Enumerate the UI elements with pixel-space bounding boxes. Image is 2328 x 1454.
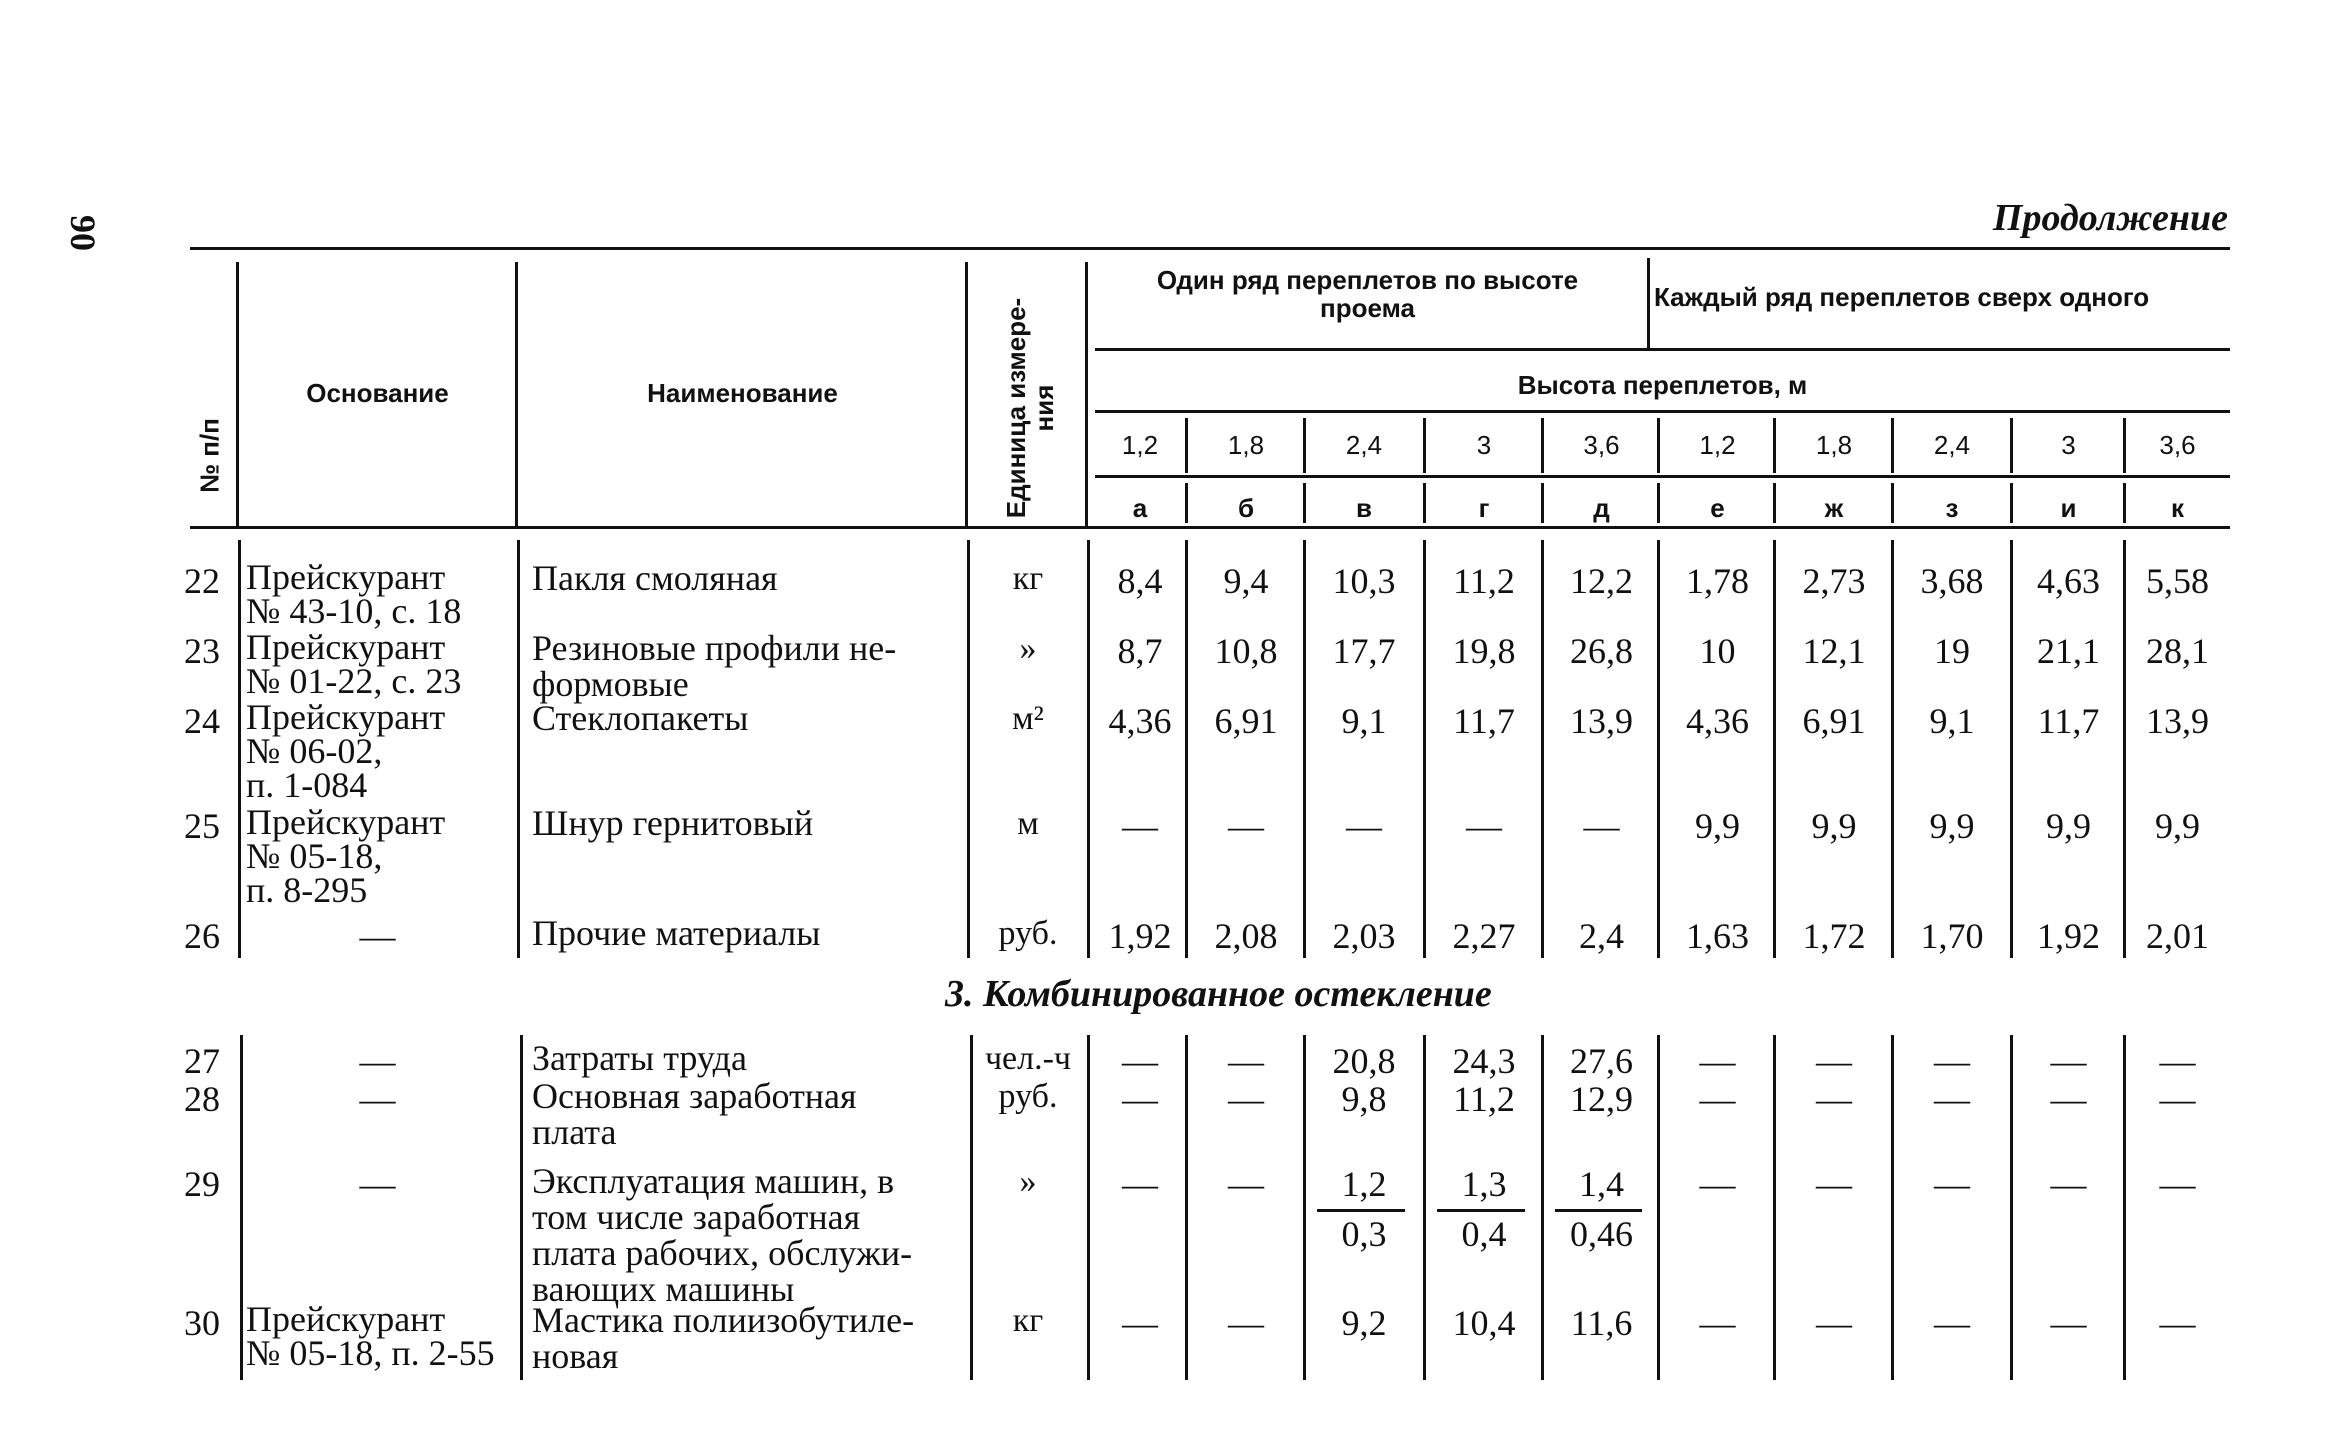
value-cell: 19	[1934, 631, 1970, 671]
continuation-label: Продолжение	[1992, 197, 2228, 239]
unit-cell: чел.-ч	[984, 1040, 1072, 1077]
basis-cell: —	[359, 1041, 396, 1081]
value-cell: 4,63	[2037, 561, 2100, 601]
value-cell: 17,7	[1332, 631, 1396, 671]
value-divider	[2123, 540, 2126, 958]
row-number: 25	[184, 806, 220, 846]
column-letter: з	[1945, 493, 1959, 523]
value-cell: —	[2159, 1079, 2196, 1119]
value-cell: 1,70	[1920, 916, 1984, 956]
value-cell: —	[1228, 1164, 1264, 1204]
header-divider	[236, 262, 239, 527]
group-underline	[1095, 348, 2230, 351]
height-value: 1,8	[1815, 430, 1853, 460]
basis-cell: Прейскурант № 05-18, п. 2-55	[246, 1299, 495, 1373]
value-divider	[2010, 540, 2013, 958]
fraction-bar	[1437, 1209, 1525, 1212]
value-cell: —	[1583, 806, 1620, 846]
height-value: 1,2	[1699, 430, 1736, 460]
letter-divider	[1423, 483, 1426, 523]
letter-divider	[2123, 483, 2126, 523]
column-letter: ж	[1824, 493, 1844, 523]
column-letter: д	[1593, 493, 1610, 523]
height-divider	[1657, 418, 1660, 473]
value-divider	[1541, 540, 1544, 958]
body-divider	[967, 540, 970, 958]
height-divider	[1541, 418, 1544, 473]
value-cell: —	[1122, 1079, 1158, 1119]
value-cell: —	[1122, 806, 1158, 846]
value-cell: 19,8	[1452, 631, 1516, 671]
unit-cell: »	[1019, 630, 1037, 667]
value-cell: 1,92	[1108, 916, 1172, 956]
header-bottom-rule	[190, 526, 2230, 529]
height-divider	[1185, 418, 1188, 473]
height-value: 2,4	[1345, 430, 1383, 460]
value-cell: —	[1816, 1079, 1852, 1119]
height-divider	[1303, 418, 1306, 473]
group1-header	[1090, 266, 1645, 322]
header-divider	[1085, 262, 1088, 527]
height-divider	[1423, 418, 1426, 473]
column-letter: в	[1356, 493, 1372, 523]
basis-cell: Прейскурант № 06-02, п. 1-084	[246, 697, 446, 805]
header-divider	[515, 262, 518, 527]
column-letter: и	[2060, 493, 2077, 523]
height-label: Высота переплетов, м	[1517, 370, 1808, 400]
value-cell: 1,63	[1686, 916, 1749, 956]
unit-cell: руб.	[998, 915, 1058, 952]
value-cell: 3,68	[1920, 561, 1984, 601]
height-divider	[1773, 418, 1776, 473]
value-cell: 12,9	[1570, 1079, 1633, 1119]
value-cell: 11,6	[1570, 1303, 1633, 1343]
height-divider	[2010, 418, 2013, 473]
row-number: 30	[184, 1303, 220, 1343]
value-cell: 2,08	[1214, 916, 1278, 956]
value-divider	[1303, 540, 1306, 958]
value-subcell: 0,3	[1341, 1214, 1387, 1254]
value-cell: 2,03	[1332, 916, 1396, 956]
value-cell: —	[1934, 1041, 1970, 1081]
value-cell: 2,4	[1579, 916, 1624, 956]
basis-cell: Прейскурант № 05-18, п. 8-295	[246, 802, 446, 910]
basis-cell: Прейскурант № 01-22, с. 23	[246, 627, 462, 701]
name-cell: Прочие материалы	[532, 913, 821, 953]
value-cell: 11,2	[1453, 1079, 1515, 1119]
value-cell: 13,9	[2146, 701, 2209, 741]
height-value: 3	[2061, 430, 2076, 460]
value-cell: —	[1934, 1303, 1970, 1343]
value-cell: 9,8	[1341, 1079, 1387, 1119]
value-cell: 11,2	[1453, 561, 1515, 601]
height-value: 1,2	[1121, 430, 1159, 460]
name-cell: Пакля смоляная	[532, 558, 778, 598]
unit-cell: »	[1019, 1163, 1037, 1200]
col-unit-line2: ния	[1029, 384, 1059, 432]
letter-divider	[1185, 483, 1188, 523]
page-number: 90	[63, 215, 103, 251]
height-value: 3,6	[2159, 430, 2196, 460]
name-cell: Основная заработная плата	[532, 1076, 857, 1152]
value-cell: 26,8	[1570, 631, 1633, 671]
row-number: 27	[184, 1041, 220, 1081]
value-cell: 12,1	[1802, 631, 1866, 671]
body-divider	[517, 540, 520, 958]
letter-divider	[1891, 483, 1894, 523]
value-cell: 28,1	[2146, 631, 2209, 671]
value-cell: 21,1	[2037, 631, 2100, 671]
col-name-header: Наименование	[647, 378, 838, 408]
value-cell: 1,3	[1461, 1164, 1507, 1204]
value-cell: —	[1122, 1164, 1158, 1204]
value-cell: —	[1466, 806, 1502, 846]
value-cell: —	[2050, 1303, 2087, 1343]
value-cell: —	[2050, 1079, 2087, 1119]
value-cell: 5,58	[2146, 561, 2209, 601]
value-divider	[1891, 540, 1894, 958]
basis-cell: —	[359, 1164, 396, 1204]
column-letter: к	[2170, 493, 2184, 523]
value-cell: 2,73	[1802, 561, 1866, 601]
value-cell: 9,2	[1341, 1303, 1387, 1343]
letter-divider	[1303, 483, 1306, 523]
value-cell: —	[1934, 1164, 1970, 1204]
value-cell: 1,2	[1341, 1164, 1387, 1204]
value-cell: —	[2050, 1164, 2087, 1204]
value-cell: 6,91	[1214, 701, 1278, 741]
height-value: 3,6	[1583, 430, 1620, 460]
table-top-rule	[190, 247, 2230, 250]
basis-cell: —	[359, 1079, 396, 1119]
value-cell: —	[1228, 1041, 1264, 1081]
value-cell: 2,01	[2146, 916, 2209, 956]
row-number: 23	[184, 631, 220, 671]
height-divider	[2123, 418, 2126, 473]
basis-cell: Прейскурант № 43-10, с. 18	[246, 557, 462, 631]
unit-cell: руб.	[998, 1078, 1058, 1115]
value-cell: 10,3	[1332, 561, 1396, 601]
value-cell: 9,4	[1223, 561, 1269, 601]
value-cell: 9,9	[1811, 806, 1857, 846]
row-number: 22	[184, 561, 220, 601]
value-cell: 1,4	[1579, 1164, 1624, 1204]
value-subcell: 0,4	[1461, 1214, 1507, 1254]
value-divider	[1185, 540, 1188, 958]
value-cell: 9,9	[2155, 806, 2200, 846]
height-value: 2,4	[1933, 430, 1971, 460]
col-no-header: № п/п	[194, 418, 225, 493]
row-number: 24	[184, 701, 220, 741]
group1-line2: проема	[1320, 293, 1415, 323]
column-letter: е	[1710, 493, 1725, 523]
value-cell: —	[1699, 1303, 1736, 1343]
name-cell: Стеклопакеты	[532, 698, 749, 738]
value-cell: 9,1	[1929, 701, 1975, 741]
body-divider	[1087, 540, 1090, 958]
value-cell: —	[1228, 1079, 1264, 1119]
value-cell: —	[1346, 806, 1382, 846]
body-divider	[520, 1035, 523, 1380]
value-cell: 4,36	[1108, 701, 1172, 741]
value-cell: 10,4	[1452, 1303, 1516, 1343]
column-letter: а	[1132, 493, 1148, 523]
value-cell: 6,91	[1802, 701, 1866, 741]
fraction-bar	[1317, 1209, 1405, 1212]
unit-cell: кг	[1012, 560, 1044, 597]
name-cell: Эксплуатация машин, в том числе заработная плата рабочих, обслужи- вающих машины	[532, 1161, 913, 1309]
value-cell: —	[1934, 1079, 1970, 1119]
row-number: 29	[184, 1164, 220, 1204]
value-cell: 8,7	[1117, 631, 1163, 671]
row-number: 28	[184, 1079, 220, 1119]
value-cell: —	[2159, 1041, 2196, 1081]
value-cell: 1,78	[1686, 561, 1749, 601]
value-cell: 1,72	[1802, 916, 1866, 956]
letter-divider	[2010, 483, 2013, 523]
unit-cell: кг	[1012, 1302, 1044, 1339]
value-cell: —	[1816, 1164, 1852, 1204]
section-3-title: 3. Комбинированное остекление	[945, 973, 1492, 1015]
letter-underline	[1095, 475, 2230, 478]
value-cell: 9,1	[1341, 701, 1387, 741]
col-basis-header: Основание	[306, 378, 449, 408]
col-unit-header	[1002, 288, 1058, 528]
value-cell: —	[1122, 1303, 1158, 1343]
value-cell: —	[1228, 1303, 1264, 1343]
value-cell: —	[1699, 1079, 1736, 1119]
value-cell: 4,36	[1686, 701, 1749, 741]
value-divider	[1657, 540, 1660, 958]
height-value: 1,8	[1227, 430, 1265, 460]
value-cell: 12,2	[1570, 561, 1633, 601]
row-number: 26	[184, 916, 220, 956]
basis-cell: —	[359, 916, 396, 956]
value-cell: —	[1228, 806, 1264, 846]
unit-cell: м²	[1012, 700, 1044, 737]
value-cell: —	[1699, 1164, 1736, 1204]
height-value: 3	[1476, 430, 1492, 460]
col-unit-line1: Единица измере-	[1001, 297, 1031, 519]
header-divider	[965, 262, 968, 527]
value-cell: —	[2050, 1041, 2087, 1081]
value-cell: 10,8	[1214, 631, 1278, 671]
value-cell: —	[1122, 1041, 1158, 1081]
value-divider	[1423, 540, 1426, 958]
name-cell: Резиновые профили не- формовые	[532, 628, 897, 704]
height-divider	[1891, 418, 1894, 473]
name-cell: Мастика полиизобутиле- новая	[532, 1300, 915, 1376]
value-cell: 27,6	[1570, 1041, 1633, 1081]
value-cell: —	[1816, 1303, 1852, 1343]
value-cell: —	[2159, 1164, 2196, 1204]
column-letter: б	[1237, 493, 1255, 523]
value-cell: 1,92	[2037, 916, 2100, 956]
value-cell: 8,4	[1117, 561, 1163, 601]
group1-line1: Один ряд переплетов по высоте	[1156, 265, 1579, 295]
name-cell: Затраты труда	[532, 1038, 747, 1078]
value-divider	[1773, 540, 1776, 958]
value-cell: —	[2159, 1303, 2196, 1343]
group2-header: Каждый ряд переплетов сверх одного	[1654, 282, 2150, 312]
value-cell: 13,9	[1570, 701, 1633, 741]
letter-divider	[1657, 483, 1660, 523]
value-cell: 2,27	[1452, 916, 1516, 956]
value-cell: 9,9	[1929, 806, 1975, 846]
letter-divider	[1773, 483, 1776, 523]
value-cell: 9,9	[2046, 806, 2091, 846]
column-letter: г	[1478, 493, 1490, 523]
value-cell: 9,9	[1695, 806, 1740, 846]
height-underline	[1095, 410, 2230, 413]
unit-cell: м	[1017, 805, 1039, 842]
letter-divider	[1541, 483, 1544, 523]
value-cell: 20,8	[1332, 1041, 1396, 1081]
value-cell: —	[1699, 1041, 1736, 1081]
value-cell: 10	[1699, 631, 1736, 671]
value-subcell: 0,46	[1570, 1214, 1633, 1254]
value-cell: 11,7	[1453, 701, 1515, 741]
body-divider	[238, 540, 241, 958]
value-cell: —	[1816, 1041, 1852, 1081]
value-cell: 24,3	[1452, 1041, 1516, 1081]
value-cell: 11,7	[2037, 701, 2100, 741]
fraction-bar	[1555, 1209, 1642, 1212]
name-cell: Шнур гернитовый	[532, 803, 814, 843]
